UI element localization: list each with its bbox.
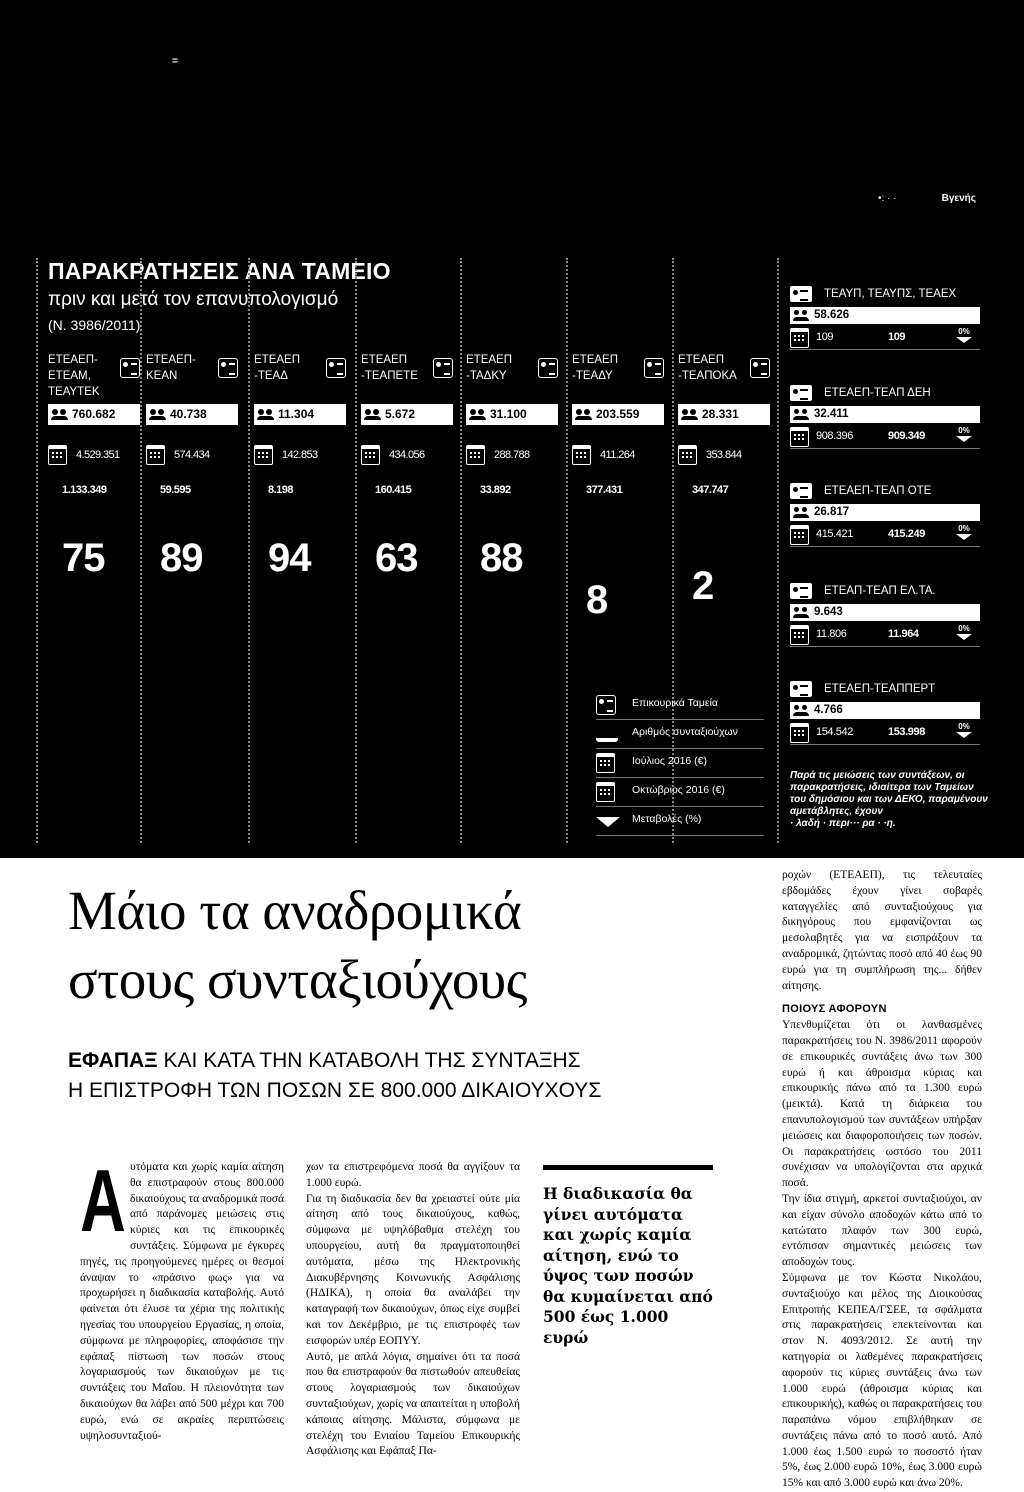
fund-icon <box>644 358 664 378</box>
change-percent: 0% <box>956 524 972 540</box>
dropcap: Α <box>80 1151 126 1250</box>
column-divider <box>36 258 38 843</box>
fund-icon <box>790 583 812 599</box>
article-column-1: Αυτόματα και χωρίς καμία αίτηση θα επιστραφούν στους 800.000 δικαιούχους τα αναδρομικά ποσά από παράνομες μειώσεις στις κύριες και τις επικουρικές συντάξεις. Σύμφωνα με έγκυρες πηγές, τις προηγούμενες ημέρες οι θεσμοί άναψαν το «πράσινο φως» για να προχωρήσει η διαδικασία καταβολής. Αυτό φαίνεται ότι έλυσε τα χέρια της πολιτικής ηγεσίας του υπουργείου Εργασίας, η οποία, σύμφωνα με πληροφορίες, αποφάσισε την εφάπαξ πίστωση των ποσών στους λογαριασμούς των δικαιούχων με τις συντάξεις του Μαΐου. Η πλειονότητα των δικαιούχων θα λάβει από 500 μέχρι και 700 ευρώ, ενώ σε ακραίες περιπτώσεις υψηλοσυνταξιού- <box>80 1151 284 1442</box>
change-percent: 0% <box>956 327 972 343</box>
fund-icon <box>790 681 812 697</box>
side-fund-name: ΤΕΑΥΠ, ΤΕΑΥΠΣ, ΤΕΑΕΧ <box>824 288 957 300</box>
arrow-down-icon <box>956 337 972 343</box>
fund-name: ΕΤΕΑΕΠ- ΚΕΑΝ <box>146 354 196 382</box>
october-value: 377.431 <box>586 484 623 496</box>
people-icon <box>257 409 274 420</box>
people-icon <box>51 409 68 420</box>
section-subhead: ΠΟΙΟΥΣ ΑΦΟΡΟΥΝ <box>782 1003 887 1016</box>
july-value: 574.434 <box>174 449 210 461</box>
july-value: 353.844 <box>706 449 742 461</box>
members-value: 31.100 <box>490 407 527 421</box>
side-fund-values <box>790 624 980 647</box>
july-value: 908.396 <box>816 430 853 442</box>
members-bar <box>790 702 980 719</box>
change-percent: 88 <box>480 536 523 580</box>
side-fund-name: ΕΤΕΑΕΠ-ΤΕΑΠ ΔΕΗ <box>824 387 931 399</box>
calendar-icon <box>790 525 809 545</box>
people-icon <box>793 607 809 618</box>
people-icon <box>575 409 592 420</box>
fund-name: ΕΤΕΑΕΠ -ΤΕΑΠΟΚΑ <box>678 354 737 382</box>
july-value: 415.421 <box>816 528 853 540</box>
october-value: 33.892 <box>480 484 511 496</box>
arrow-down-icon <box>956 436 972 442</box>
change-percent: 0% <box>956 624 972 640</box>
calendar-icon <box>790 625 809 645</box>
fund-name: ΕΤΕΑΕΠ -ΤΕΑΔΥ <box>572 354 619 382</box>
people-icon <box>793 705 809 716</box>
people-icon <box>793 507 809 518</box>
members-bar <box>146 404 238 425</box>
calendar-icon <box>790 328 809 348</box>
members-bar <box>361 404 453 425</box>
people-icon <box>149 409 166 420</box>
october-value: 11.964 <box>888 628 919 640</box>
calendar-icon <box>596 753 615 773</box>
july-value: 288.788 <box>494 449 530 461</box>
july-value: 154.542 <box>816 726 853 738</box>
legend-item <box>596 722 764 749</box>
fund-column <box>572 352 664 402</box>
calendar-icon <box>466 445 485 465</box>
october-value: 347.747 <box>692 484 729 496</box>
article-column-2: χων τα επιστρεφόμενα ποσά θα αγγίξουν τα 1.000 ευρώ. Για τη διαδικασία δεν θα χρειαστεί ούτε μία αίτηση από τους δικαιούχους, καθώς, σύμφωνα με υψηλόβαθμα στελέχη του υπουργείου, αυτή θα πραγματοποιηθεί αυτόματα, μέσω της Ηλεκτρονικής Διακυβέρνησης Κοινωνικής Ασφάλισης (ΗΔΙΚΑ), η οποία θα αναλάβει την καταγραφή των δικαιούχων, όπως είχε συμβεί και τον Δεκέμβριο, με τις επιστροφές των εισφορών υπέρ ΕΟΠΥΥ. Αυτό, με απλά λόγια, σημαίνει ότι τα ποσά που θα επιστραφούν θα πιστωθούν απευθείας στους λογαριασμούς των δικαιούχων συνταξιούχων, χωρίς να απαιτείται η υποβολή κάποιας αίτησης. Μάλιστα, σύμφωνα με στελέχη του Ενιαίου Ταμείου Επικουρικής Ασφάλισης και Εφάπαξ Πα- <box>306 1161 520 1458</box>
calendar-icon <box>361 445 380 465</box>
members-value: 40.738 <box>170 407 207 421</box>
members-bar <box>466 404 558 425</box>
members-bar <box>678 404 770 425</box>
fund-name: ΕΤΕΑΕΠ -ΤΑΔΚΥ <box>466 354 513 382</box>
article-headline: Μάιο τα αναδρομικά στους συνταξιούχους <box>68 880 527 1010</box>
fund-icon <box>120 358 140 378</box>
calendar-icon <box>790 723 809 743</box>
fund-icon <box>790 286 812 302</box>
arrow-down-icon <box>956 534 972 540</box>
people-icon <box>469 409 486 420</box>
side-fund-values <box>790 327 980 350</box>
members-value: 11.304 <box>278 407 315 421</box>
members-bar <box>254 404 346 425</box>
people-icon <box>793 310 809 321</box>
october-value: 153.998 <box>888 726 925 738</box>
july-value: 11.806 <box>816 628 847 640</box>
fund-column <box>678 352 770 402</box>
calendar-icon <box>254 445 273 465</box>
people-icon <box>793 409 809 420</box>
members-bar <box>572 404 664 425</box>
members-bar <box>790 604 980 621</box>
fund-icon <box>596 695 616 715</box>
members-value: 28.331 <box>702 407 739 421</box>
column-divider <box>355 258 357 843</box>
fund-icon <box>326 358 346 378</box>
fund-column <box>466 352 558 402</box>
july-value: 4.529.351 <box>76 449 120 461</box>
calendar-icon <box>48 445 67 465</box>
october-value: 160.415 <box>375 484 412 496</box>
fund-column <box>146 352 238 402</box>
july-value: 434.056 <box>389 449 425 461</box>
pull-quote: Η διαδικασία θα γίνει αυτόματα και χωρίς καμία αίτηση, ενώ το ύψος των ποσών θα κυμαίνεται από 500 έως 1.000 ευρώ <box>543 1165 713 1348</box>
arrow-down-icon <box>956 732 972 738</box>
change-percent: 0% <box>956 426 972 442</box>
fund-icon <box>750 358 770 378</box>
members-value: 58.626 <box>814 309 850 321</box>
members-value: 4.766 <box>814 704 843 716</box>
column-divider <box>248 258 250 843</box>
side-fund-values <box>790 722 980 745</box>
side-fund-header <box>790 482 980 505</box>
arrow-down-icon <box>956 634 972 640</box>
infographic-subtitle: πριν και μετά τον επανυπολογισμό <box>48 289 339 310</box>
article-column-3: ροχών (ΕΤΕΑΕΠ), τις τελευταίες εβδομάδες έχουν γίνει σοβαρές καταγγελίες από συνταξιούχους για δικηγόρους που εμφανίζονται ως μεσολαβητές για να εισπράξουν τα αναδρομικά, ζητώντας ποσό από 40 έως 90 ευρώ για τη συμπλήρωση της... δήθεν αίτησης. ΠΟΙΟΥΣ ΑΦΟΡΟΥΝ Υπενθυμίζεται ότι οι λανθασμένες παρακρατήσεις του Ν. 3986/2011 αφορούν σε επικουρικές συντάξεις άνω των 300 ευρώ ή και άθροισμα κύριας και επικουρικής πάνω από τα 1.300 ευρώ (μεικτά). Κατά τη διάρκεια του επανυπολογισμού των συντάξεων υπήρξαν μειώσεις και διαφοροποιήσεις των ποσών. Οι παρακρατήσεις ωστόσο του 2011 συνέχισαν να υπολογίζονται στα αρχικά ποσά. Την ίδια στιγμή, αρκετοί συνταξιούχοι, αν και είχαν σύνολο αποδοχών κάτω από το κατώτατο πλαφόν των 300 ευρώ, εντόπισαν σημαντικές μειώσεις των αποδοχών τους. Σύμφωνα με τον Κώστα Νικολάου, συνταξιούχο και μέλος της Διοικούσας Επιτροπής ΚΕΠΕΑ/ΓΣΕΕ, τα σφάλματα στις παρακρατήσεις επεκτείνονται και στον Ν. 4093/2012. Σε αυτή την κατηγορία οι λαθεμένες παρακρατήσεις αφορούν τις κύριες συντάξεις άνω των 1.000 ευρώ (άθροισμα κύριας και επικουρικής), καθώς οι παρακρατήσεις του παραπάνω νόμου επιβλήθηκαν σε συντάξεις πάνω από το ποσό αυτό. Από 1.000 έως 1.500 ευρώ το ποσοστό ήταν 5%, έως 2.000 ευρώ 10%, έως 3.000 ευρώ 15% και από 3.000 ευρώ και άνω 20%. <box>782 869 982 1490</box>
legend-label: Οκτώβριος 2016 (€) <box>632 784 725 796</box>
legend-item <box>596 751 764 778</box>
fund-name: ΕΤΕΑΕΠ- ΕΤΕΑΜ, ΤΕΑΥΤΕΚ <box>48 354 100 398</box>
members-value: 26.817 <box>814 506 850 518</box>
calendar-icon <box>146 445 165 465</box>
fund-icon <box>790 385 812 401</box>
fund-name: ΕΤΕΑΕΠ -ΤΕΑΔ <box>254 354 301 382</box>
members-bar <box>790 307 980 324</box>
fund-column <box>361 352 453 402</box>
legend-item <box>596 780 764 807</box>
legend-label: Αριθμός συνταξιούχων <box>632 726 738 738</box>
october-value: 1.133.349 <box>62 484 107 496</box>
people-icon <box>596 724 618 742</box>
july-value: 109 <box>816 331 834 343</box>
change-percent: 2 <box>692 564 714 608</box>
legend-label: Ιούλιος 2016 (€) <box>632 755 708 767</box>
october-value: 8.198 <box>268 484 294 496</box>
calendar-icon <box>790 427 809 447</box>
column-divider <box>460 258 462 843</box>
fund-icon <box>433 358 453 378</box>
members-value: 9.643 <box>814 606 843 618</box>
change-percent: 63 <box>375 536 418 580</box>
fund-column <box>254 352 346 402</box>
side-fund-name: ΕΤΕΑΠ-ΤΕΑΠ ΕΛ.ΤΑ. <box>824 585 936 597</box>
column-divider <box>566 258 568 843</box>
calendar-icon <box>596 782 615 802</box>
july-value: 142.853 <box>282 449 318 461</box>
change-percent: 0% <box>956 722 972 738</box>
infographic-title: ΠΑΡΑΚΡΑΤΗΣΕΙΣ ΑΝΑ ΤΑΜΕΙΟ <box>48 258 391 284</box>
members-bar <box>790 504 980 521</box>
members-value: 5.672 <box>385 407 416 421</box>
side-fund-header <box>790 582 980 605</box>
members-bar <box>48 404 140 425</box>
fund-icon <box>218 358 238 378</box>
top-mark: = <box>172 56 178 67</box>
members-value: 203.559 <box>596 407 640 421</box>
column-divider <box>140 258 142 843</box>
october-value: 909.349 <box>888 430 925 442</box>
calendar-icon <box>678 445 697 465</box>
fund-column <box>48 352 140 402</box>
side-fund-header <box>790 384 980 407</box>
column-divider <box>777 258 779 843</box>
side-fund-name: ΕΤΕΑΕΠ-ΤΕΑΠΠΕΡΤ <box>824 683 936 695</box>
fund-icon <box>538 358 558 378</box>
top-mark: •: · · <box>878 193 897 204</box>
legend-label: Μεταβολές (%) <box>632 813 702 825</box>
infographic-law: (Ν. 3986/2011) <box>48 317 141 333</box>
fund-icon <box>790 483 812 499</box>
people-icon <box>364 409 381 420</box>
change-percent: 89 <box>160 536 203 580</box>
side-note: Παρά τις μειώσεις των συντάξεων, οι παρακρατήσεις, ιδιαίτερα των Ταμείων του δημόσιου και των ΔΕΚΟ, παραμένουν αμετάβλητες, έχουν · λαδή · περι··· ρα · ·η. <box>790 770 988 829</box>
october-value: 59.595 <box>160 484 191 496</box>
october-value: 415.249 <box>888 528 925 540</box>
members-bar <box>790 406 980 423</box>
people-icon <box>681 409 698 420</box>
july-value: 411.264 <box>600 449 635 461</box>
side-fund-header <box>790 680 980 703</box>
members-value: 32.411 <box>814 408 849 420</box>
arrow-down-icon <box>596 817 620 827</box>
change-percent: 94 <box>268 536 311 580</box>
fund-name: ΕΤΕΑΕΠ -ΤΕΑΠΕΤΕ <box>361 354 418 382</box>
side-fund-name: ΕΤΕΑΕΠ-ΤΕΑΠ ΟΤΕ <box>824 485 932 497</box>
brand-label: Βγενής <box>941 193 976 204</box>
members-value: 760.682 <box>72 407 116 421</box>
legend-label: Επικουρικά Ταμεία <box>632 697 718 709</box>
october-value: 109 <box>888 331 906 343</box>
change-percent: 75 <box>62 536 105 580</box>
legend-item <box>596 809 764 836</box>
calendar-icon <box>572 445 591 465</box>
side-fund-values <box>790 426 980 449</box>
legend-item <box>596 693 764 720</box>
side-fund-values <box>790 524 980 547</box>
side-fund-header <box>790 285 980 308</box>
article-subheadline: ΕΦΑΠΑΞ ΚΑΙ ΚΑΤΑ ΤΗΝ ΚΑΤΑΒΟΛΗ ΤΗΣ ΣΥΝΤΑΞΗΣ Η ΕΠΙΣΤΡΟΦΗ ΤΩΝ ΠΟΣΩΝ ΣΕ 800.000 ΔΙΚΑΙΟΥΧΟΥΣ <box>68 1049 602 1102</box>
change-percent: 8 <box>586 578 608 622</box>
